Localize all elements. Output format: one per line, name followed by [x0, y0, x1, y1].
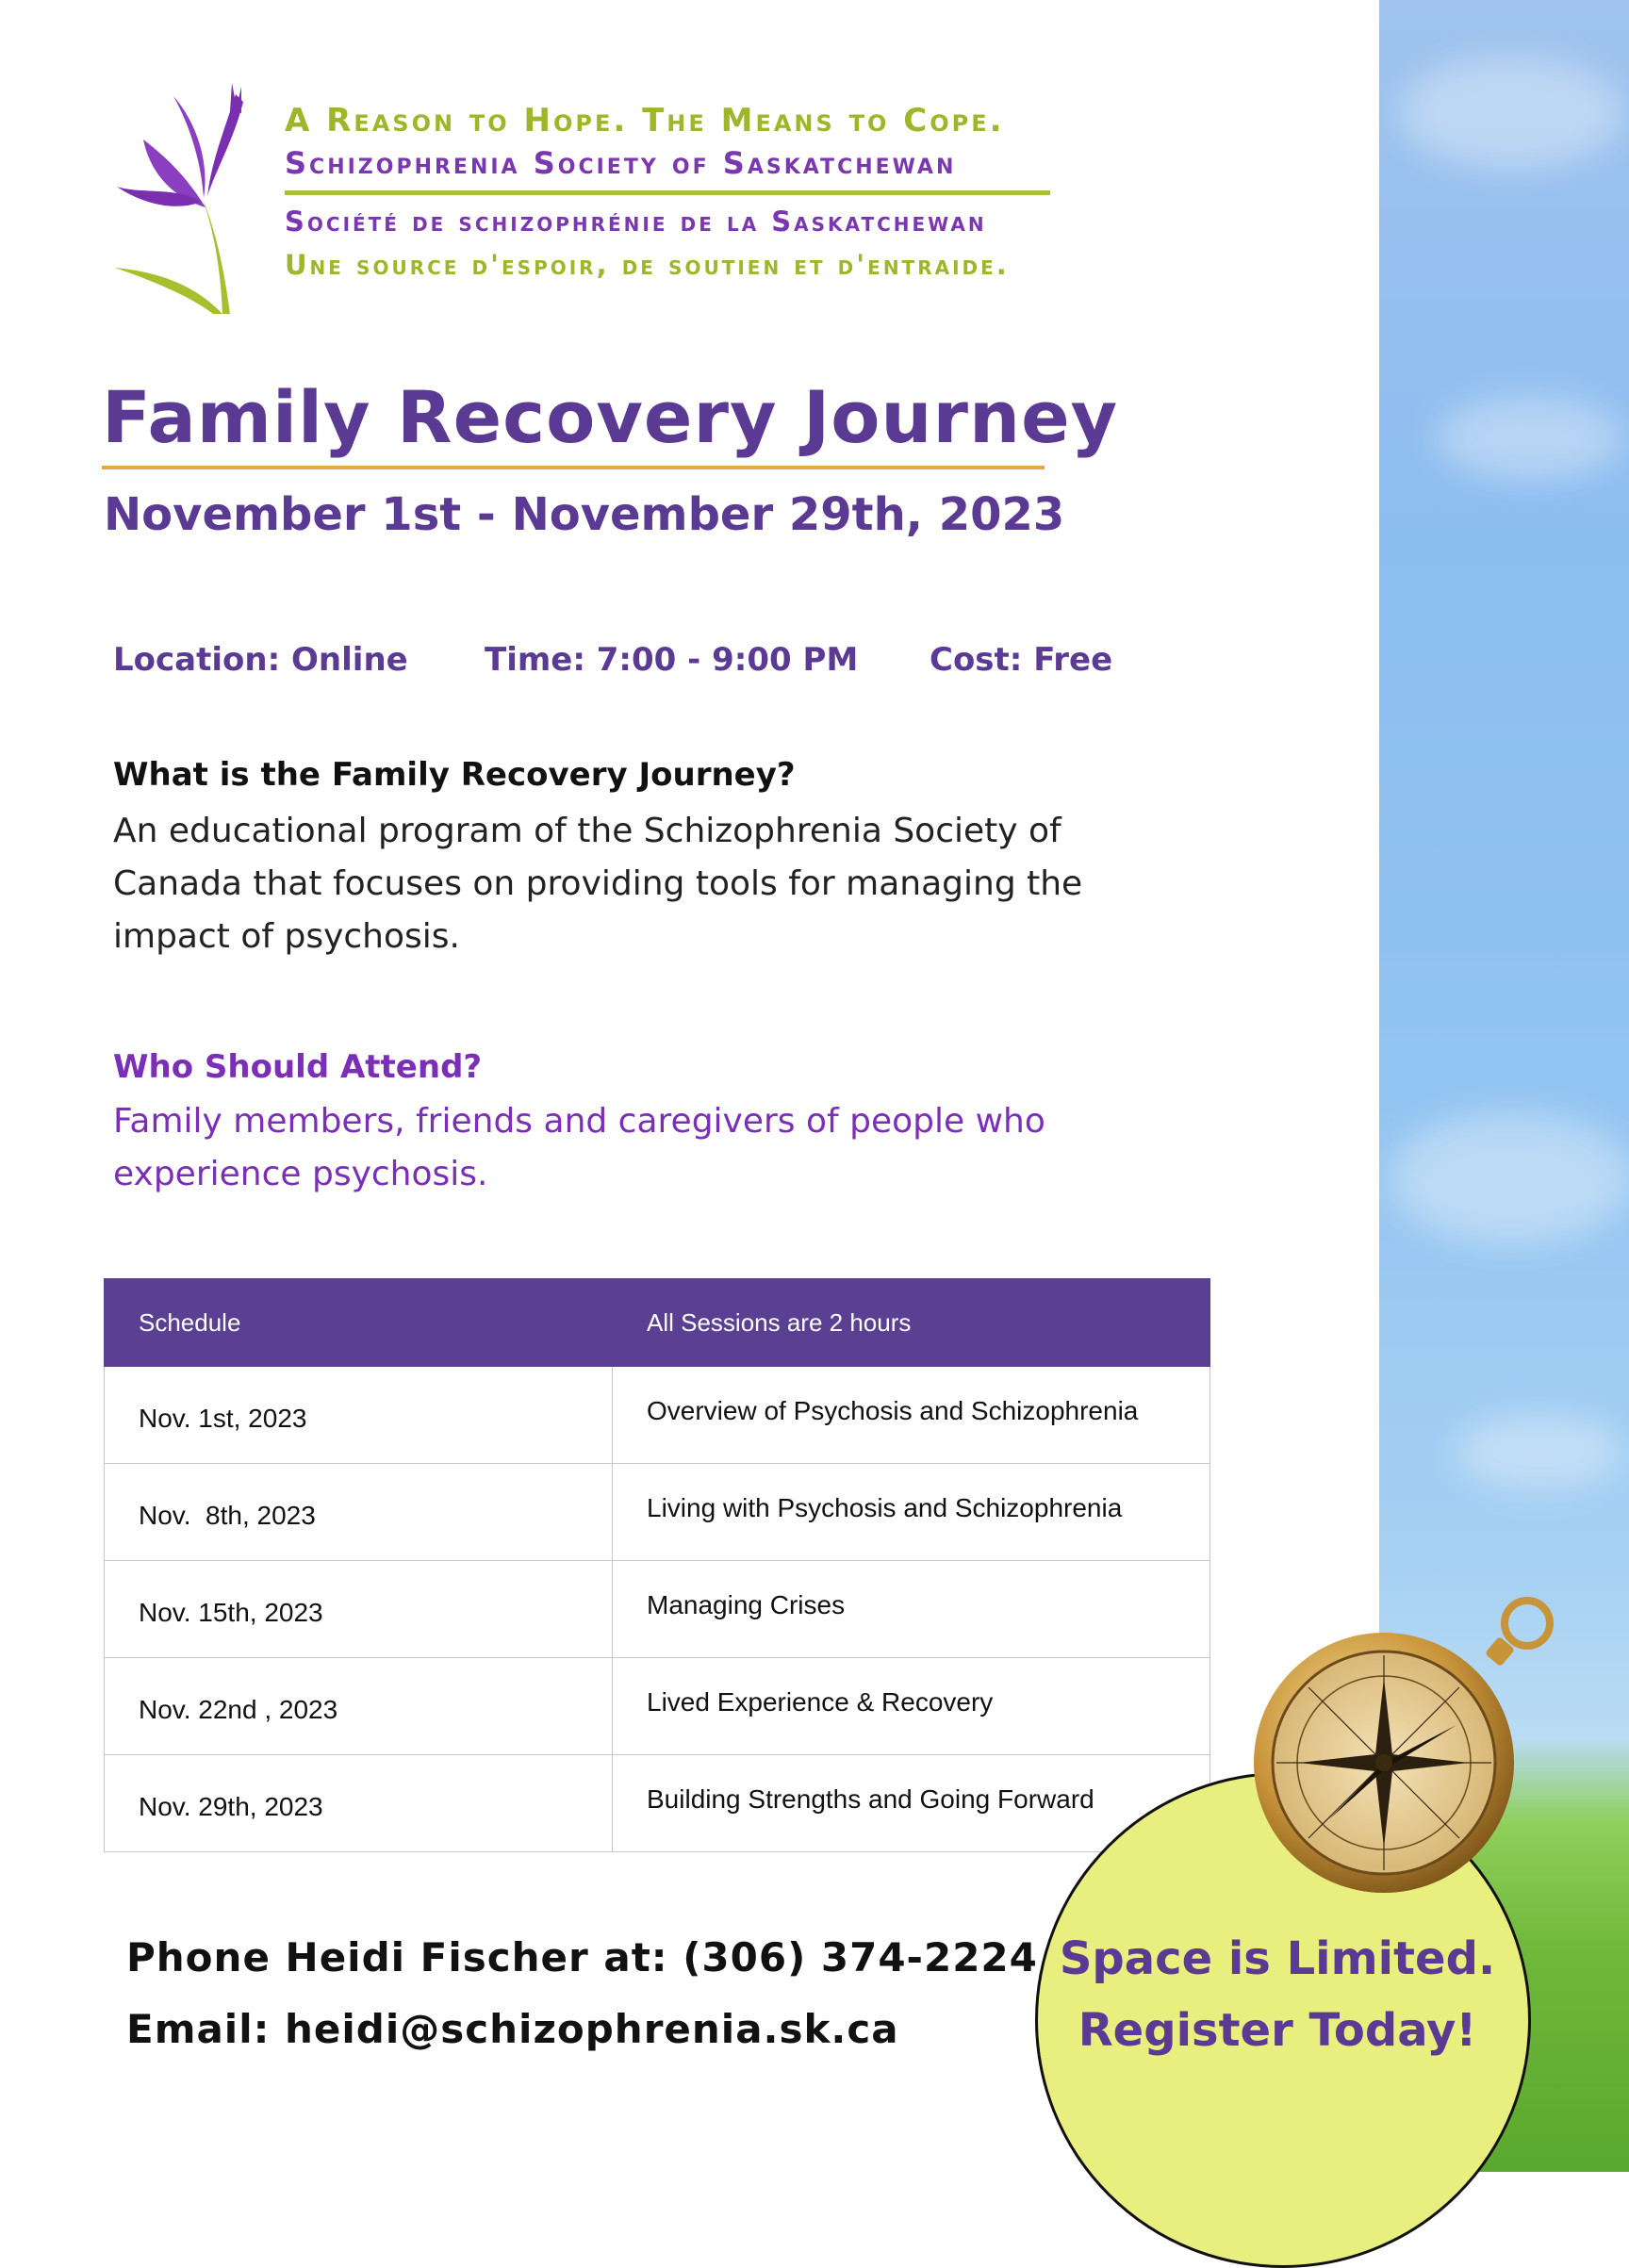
session-topic: Lived Experience & Recovery [613, 1658, 1210, 1755]
org-name-fr: Société de schizophrénie de la Saskatchewan [285, 205, 987, 238]
session-topic: Managing Crises [613, 1561, 1210, 1658]
page-title: Family Recovery Journey [102, 375, 1119, 459]
cost-info: Cost: Free [930, 641, 1113, 679]
table-row [105, 1755, 1210, 1852]
logo-hands-icon [111, 83, 243, 314]
schedule-table [104, 1278, 1210, 1852]
session-date: Nov. 22nd , 2023 [105, 1658, 613, 1755]
tagline-en: A Reason to Hope. The Means to Cope. [285, 102, 1005, 140]
time-info: Time: 7:00 - 9:00 PM [485, 641, 859, 679]
table-header-row [105, 1279, 1210, 1367]
cta-line-2: Register Today! [1078, 2004, 1477, 2057]
sessions-column-header: All Sessions are 2 hours [613, 1279, 1210, 1367]
schedule-column-header: Schedule [105, 1279, 613, 1367]
session-topic: Building Strengths and Going Forward [613, 1755, 1210, 1852]
title-underline [102, 466, 1045, 469]
tagline-fr: Une source d'espoir, de soutien et d'entraide. [285, 249, 1010, 281]
contact-email[interactable]: Email: heidi@schizophrenia.sk.ca [126, 2006, 899, 2052]
what-description [113, 805, 1112, 963]
logo-divider [285, 190, 1050, 195]
session-date: Nov. 1st, 2023 [105, 1367, 613, 1464]
date-range: November 1st - November 29th, 2023 [104, 488, 1065, 541]
who-line: Family members, friends and caregivers of people who [113, 1102, 1045, 1141]
table-row [105, 1658, 1210, 1755]
compass-icon [1235, 1584, 1555, 1904]
session-topic: Living with Psychosis and Schizophrenia [613, 1464, 1210, 1561]
session-topic: Overview of Psychosis and Schizophrenia [613, 1367, 1210, 1464]
location-info: Location: Online [113, 641, 408, 679]
table-row [105, 1464, 1210, 1561]
cta-line-1: Space is Limited. [1059, 1932, 1496, 1985]
session-date: Nov. 29th, 2023 [105, 1755, 613, 1852]
who-heading: Who Should Attend? [113, 1048, 483, 1086]
what-heading: What is the Family Recovery Journey? [113, 756, 796, 794]
table-row [105, 1367, 1210, 1464]
table-row [105, 1561, 1210, 1658]
session-date: Nov. 15th, 2023 [105, 1561, 613, 1658]
what-line: Canada that focuses on providing tools for managing the [113, 864, 1083, 903]
what-line: impact of psychosis. [113, 917, 460, 956]
org-name-en: Schizophrenia Society of Saskatchewan [285, 145, 957, 181]
contact-phone[interactable]: Phone Heidi Fischer at: (306) 374-2224 [126, 1934, 1038, 1980]
who-description [113, 1095, 1112, 1201]
who-line: experience psychosis. [113, 1155, 488, 1193]
what-line: An educational program of the Schizophrenia Society of [113, 812, 1061, 850]
session-date: Nov. 8th, 2023 [105, 1464, 613, 1561]
